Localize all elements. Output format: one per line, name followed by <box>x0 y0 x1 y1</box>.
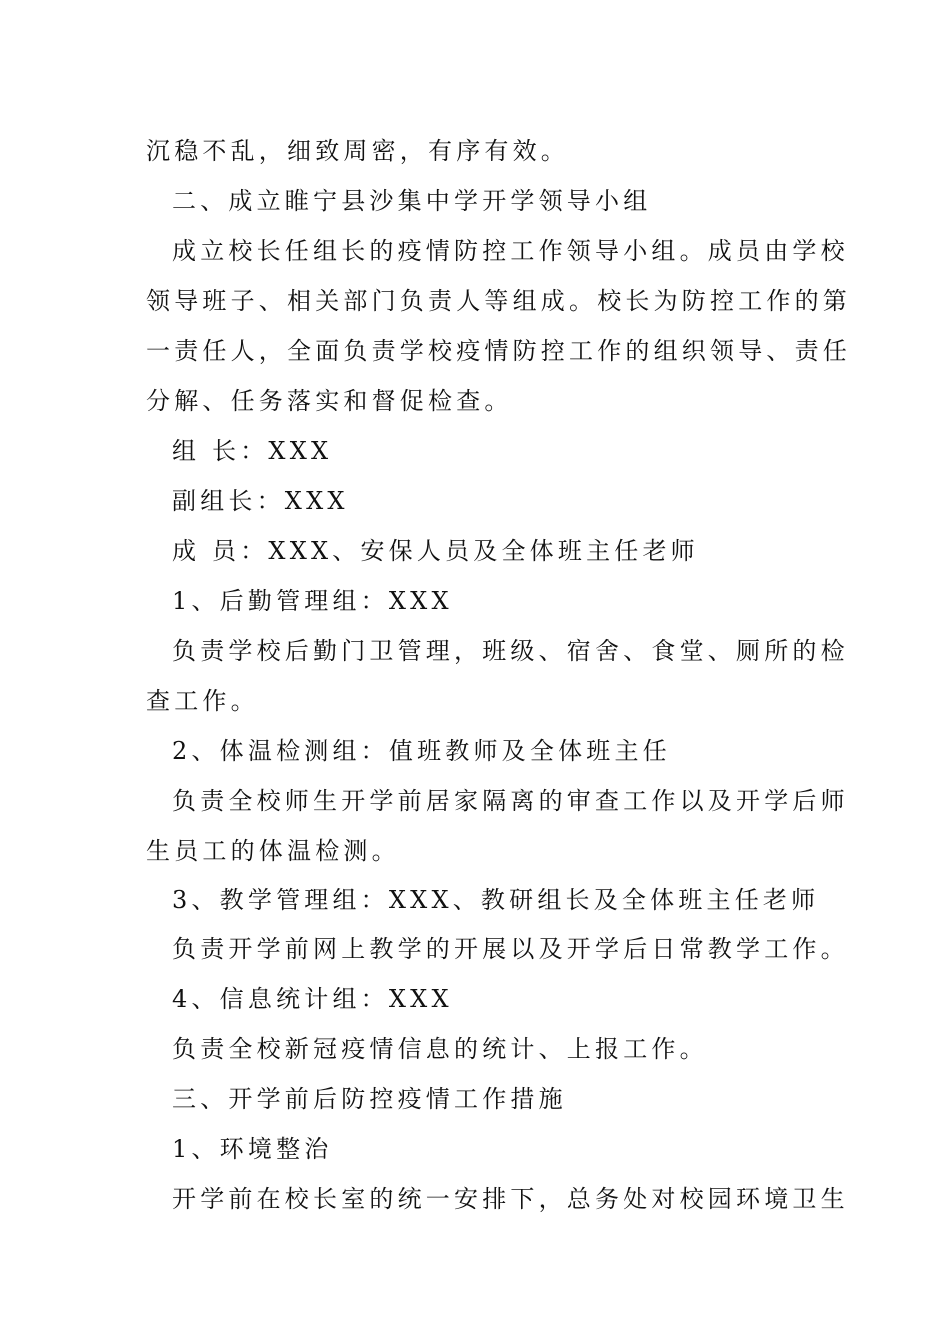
members-line: 成 员：XXX、安保人员及全体班主任老师 <box>172 537 699 565</box>
paragraph-line: 查工作。 <box>146 687 259 715</box>
leader-line: 组 长：XXX <box>172 437 333 465</box>
paragraph-line: 一责任人，全面负责学校疫情防控工作的组织领导、责任 <box>146 337 851 365</box>
paragraph-line: 开学前在校长室的统一安排下，总务处对校园环境卫生 <box>172 1185 849 1213</box>
paragraph-line: 负责学校后勤门卫管理，班级、宿舍、食堂、厕所的检 <box>172 637 849 665</box>
paragraph-line: 分解、任务落实和督促检查。 <box>146 387 513 415</box>
paragraph-line: 负责开学前网上教学的开展以及开学后日常教学工作。 <box>172 935 849 963</box>
section-heading: 三、开学前后防控疫情工作措施 <box>172 1085 567 1113</box>
paragraph-line: 沉稳不乱，细致周密，有序有效。 <box>146 137 569 165</box>
subsection-heading: 1、环境整治 <box>172 1135 333 1163</box>
paragraph-line: 成立校长任组长的疫情防控工作领导小组。成员由学校 <box>172 237 849 265</box>
group-heading: 3、教学管理组：XXX、教研组长及全体班主任老师 <box>172 886 820 914</box>
paragraph-line: 负责全校新冠疫情信息的统计、上报工作。 <box>172 1035 708 1063</box>
group-heading: 2、体温检测组：值班教师及全体班主任 <box>172 737 671 765</box>
group-heading: 4、信息统计组：XXX <box>172 985 453 1013</box>
deputy-leader-line: 副组长：XXX <box>172 487 349 515</box>
group-heading: 1、后勤管理组：XXX <box>172 587 453 615</box>
paragraph-line: 生员工的体温检测。 <box>146 837 400 865</box>
paragraph-line: 负责全校师生开学前居家隔离的审查工作以及开学后师 <box>172 787 849 815</box>
paragraph-line: 领导班子、相关部门负责人等组成。校长为防控工作的第 <box>146 287 851 315</box>
section-heading: 二、成立睢宁县沙集中学开学领导小组 <box>172 187 652 215</box>
